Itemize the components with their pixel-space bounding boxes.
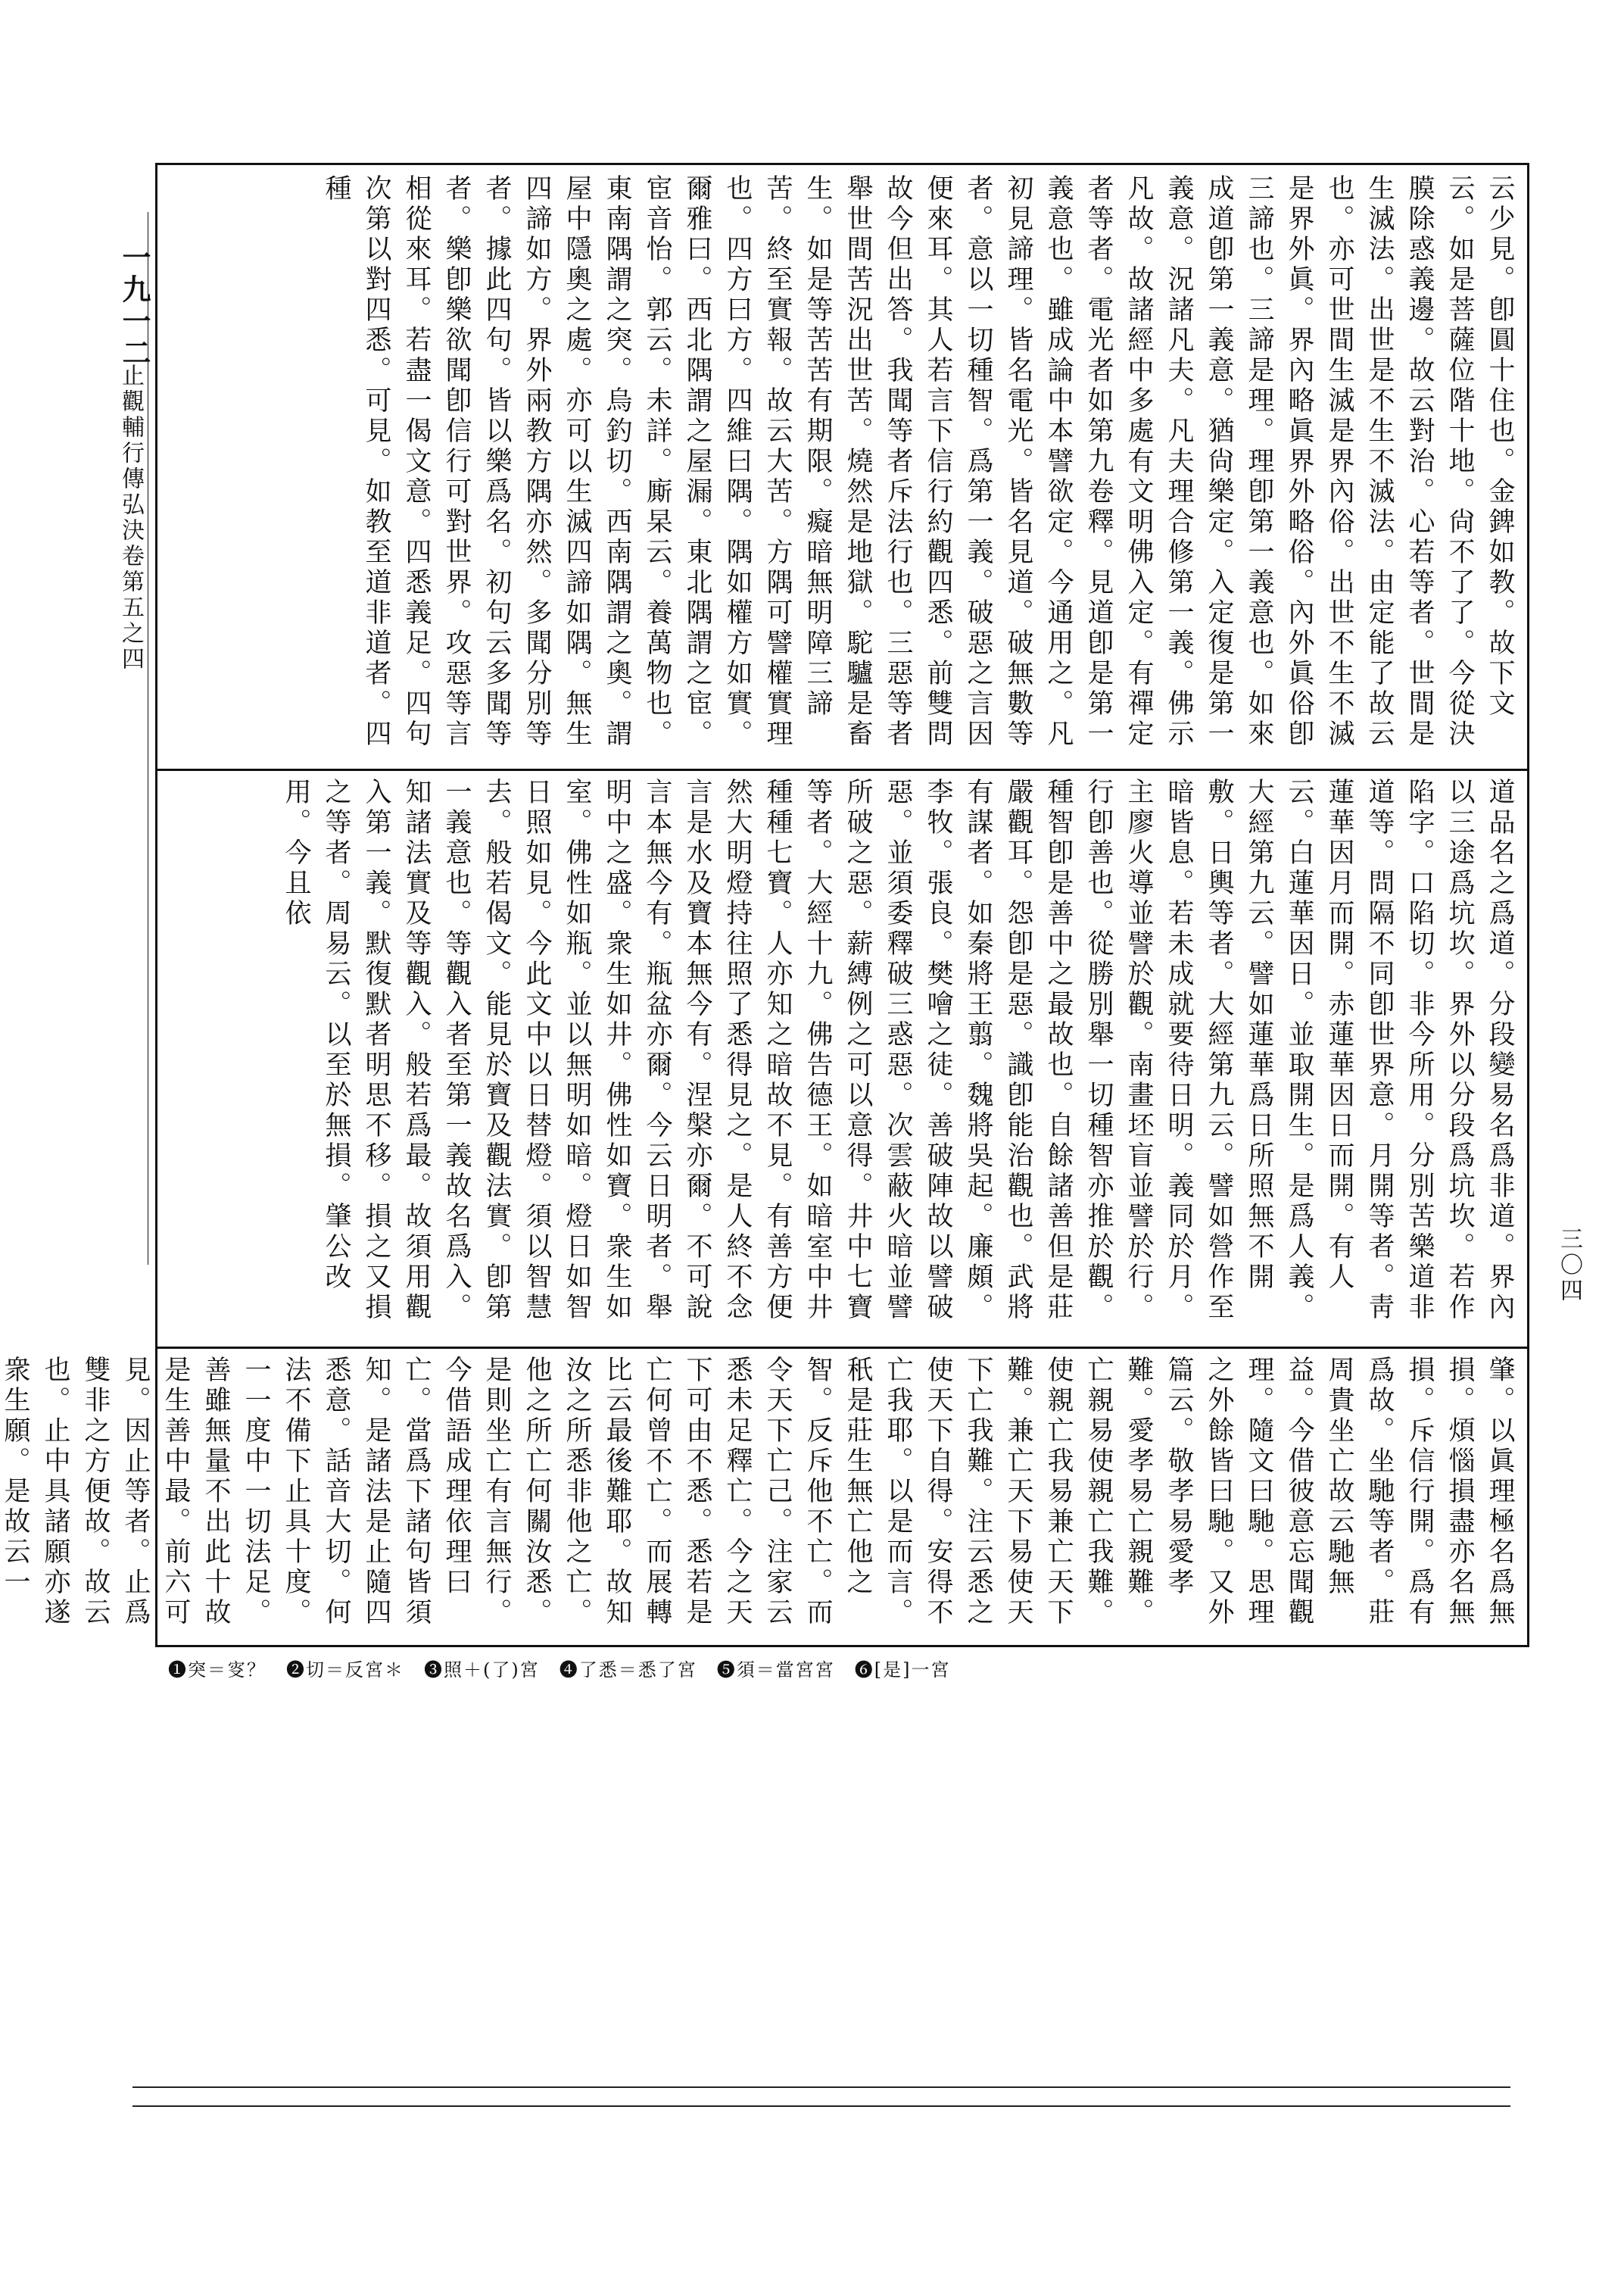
page-number-right: 三〇四: [1556, 1227, 1582, 1304]
running-title: 止觀輔行傳弘決卷第五之四: [117, 364, 144, 673]
footnotes: ❶突＝叜？ ❷切＝反宮＊ ❸照＋(了)宮 ❹了悉＝悉了宮 ❺須＝當宮宮 ❻[是]一宮: [168, 1659, 951, 1681]
panel-middle: [157, 769, 1527, 1349]
bottom-rule-2: [132, 2105, 1510, 2107]
page-number-left: 一九一二: [117, 242, 151, 370]
panel-bottom: [0, 1347, 1527, 1645]
panel-middle-text: 道品名之爲道。分段變易名爲非道。界內以三途爲坑坎。界外以分段爲坑坎。若作陷字。口陷切。非今所用。分別苦樂道非道等。問隔不同卽世界意。月開等者。靑蓮華因月而開。赤蓮華因日而開。有人云。白蓮華因日。並取開生。是爲人義。大經第九云。譬如蓮華爲日所照無不開敷。日輿等者。大經第九云。譬如營作至暗皆息。若未成就要待日明。義同於月。主廖火導並譬於觀。南畫坯盲並譬於行。行卽善也。從勝別舉一切種智亦推於觀。種智卽是善中之最故也。自餘諸善但是莊嚴觀耳。怨卽是惡。識卽能治觀也。武將有謀者。如秦將王翦。魏將吳起。廉頗。李牧。張良。樊噲之徒。善破陣故以譬破惡。並須委釋破三惑惡。次雲蔽火暗並譬所破之惡。薪縛例之可以意得。井中七寶等者。大經十九。佛告德王。如暗室中井種種七寶。人亦知之暗故不見。有善方便然大明燈持往照了悉得見之。是人終不念言是水及寶本無今有。涅槃亦爾。不可說言本無今有。瓶盆亦爾。今云日明者。舉明中之盛。衆生如井。佛性如寶。衆生如室。佛性如瓶。並以無明如暗。燈日如智日照如見。今此文中以日替燈。須以智慧去。般若偈文。能見於寶及觀法實。卽第一義意也。等觀入者至第一義故名爲入。知諸法實及等觀入。般若爲最。故須用觀入第一義。默復默者明思不移。損之又損之等者。周易云。以至於無損。肇公改用。今且依: [281, 778, 1515, 1323]
panel-top-text: 云少見。卽圓十住也。金錍如教。故下文云。如是菩薩位階十地。尙不了了。今從決膜除惑義邊。故云對治。心若等者。世間是生滅法。出世是不生不滅法。由定能了故云也。亦可世間生滅是界內俗。出世不生不滅是界外眞。界內略眞界外略俗。內外眞俗卽三諦也。三諦是理。理卽第一義意也。如來成道卽第一義意。猶尙樂定。入定復是第一義意。況諸凡夫。凡夫理合修第一義。佛示凡故。故諸經中多處有文明佛入定。有禪定者等者。電光者如第九卷釋。見道卽是第一義意也。雖成論中本譬欲定。今通用之。凡初見諦理。皆名電光。皆名見道。破無數等者。意以一切種智。爲第一義。破惡之言因便來耳。其人若言下信行約觀四悉。前雙問故今但出答。我聞等者斥法行也。三惡等者舉世間苦況出世苦。燒然是地獄。駝驢是畜生。如是等苦苦有期限。癡暗無明障三諦苦。終至實報。故云大苦。方隅可譬權實理也。四方曰方。四維曰隅。隅如權方如實。爾雅曰。西北隅謂之屋漏。東北隅謂之宦。宦音怡。郭云。未詳。廝杲云。養萬物也。東南隅謂之突。烏釣切。西南隅謂之奧。謂屋中隱奧之處。亦可以生滅四諦如隅。無生四諦如方。界外兩教方隅亦然。多聞分別等者。據此四句。皆以樂爲名。初句云多聞等者。樂卽樂欲聞卽信行可對世界。攻惡等言相從來耳。若盡一偈文意。四悉義足。四句次第以對四悉。可見。如教至道非道者。四種: [321, 174, 1515, 750]
panel-bottom-text: 肇。以眞理極名爲無損。煩惱損盡亦名無損。斥信行開。爲有爲故。坐馳等者。莊周貴坐亡故云馳無益。今借彼意忘聞觀理。隨文曰馳。思理之外餘皆曰馳。又外篇云。敬孝易愛孝難。愛孝易亡親難。亡親易使親亡我難。使親亡我易兼亡天下難。兼亡天下易使天下亡我難。注云悉之使天下自得。安得不亡我耶。以是而言。秖是莊生無亡他之智。反斥他不亡。而令天下亡己。注家云悉未足釋亡。今之天下可由不悉。悉若是亡何曾不亡。而展轉比云最後難耶。故知汝之所悉非他之亡。他之所亡何關汝悉。是則坐亡有言無行。今借語成理依理曰亡。當爲下諸句皆須知。是諸法是止隨四悉意。話音大切。何法不備下止具十度。一一度中一切法足。善雖無量不出此十故是生善中最。前六可見。因止等者。止爲雙非之方便故。故云也。止中具諸願亦遂衆生願。是故云一: [0, 1356, 1515, 1628]
bottom-rule-1: [132, 2086, 1510, 2088]
panel-top: [157, 165, 1527, 771]
